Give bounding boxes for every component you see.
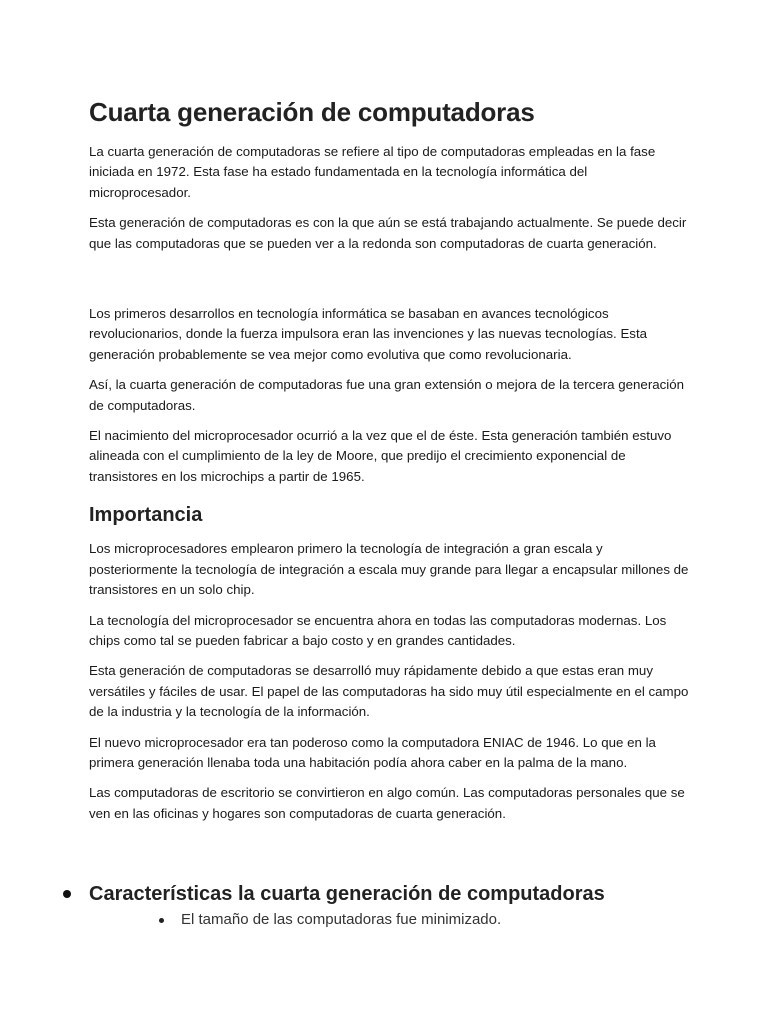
body-paragraph-3: El nacimiento del microprocesador ocurrió a la vez que el de éste. Esta generación también estuvo alineada con el cumplimiento de la ley de Moore, que predijo el crecimiento exponencial de transistores en los microchips a partir de 1965.: [89, 428, 672, 484]
section-heading-importance: Importancia: [89, 504, 203, 527]
importance-paragraph-2: La tecnología del microprocesador se encuentra ahora en todas las computadoras modernas. Los chips como tal se pueden fabricar a bajo costo y en grandes cantidades.: [89, 612, 667, 648]
importance-paragraph-3: Esta generación de computadoras se desarrolló muy rápidamente debido a que estas eran muy versátiles y fáciles de usar. El papel de las computadoras ha sido muy útil especialmente en el campo de la industria y la tecnología de la información.: [89, 663, 689, 720]
intro-paragraph-1: La cuarta generación de computadoras se refiere al tipo de computadoras empleadas en la fase iniciada en 1972. Esta fase ha estado fundamentada en la tecnología informática del microprocesador.: [89, 144, 656, 200]
document-page: [89, 94, 689, 834]
body-paragraph-2: Así, la cuarta generación de computadoras fue una gran extensión o mejora de la tercera generación de computadoras.: [89, 377, 685, 413]
intro-paragraph-2: Esta generación de computadoras es con la que aún se está trabajando actualmente. Se puede decir que las computadoras que se pueden ver a la redonda son computadoras de cuarta generación.: [89, 215, 687, 251]
importance-paragraph-5: Las computadoras de escritorio se convirtieron en algo común. Las computadoras personales que se ven en las oficinas y hogares son computadoras de cuarta generación.: [89, 785, 685, 821]
body-paragraph-1: Los primeros desarrollos en tecnología informática se basaban en avances tecnológicos revolucionarios, donde la fuerza impulsora eran las invenciones y las nuevas tecnologías. Esta generación probablemente se vea mejor como evolutiva que como revolucionaria.: [89, 306, 648, 362]
characteristics-heading-item: [63, 880, 743, 908]
characteristics-list-item: [159, 908, 743, 932]
bullet-dot-icon: [63, 890, 71, 898]
sub-bullet-dot-icon: [159, 918, 164, 923]
importance-paragraph-1: Los microprocesadores emplearon primero la tecnología de integración a gran escala y posteriormente la tecnología de integración a escala muy grande para llegar a encapsular millones de transistores en un solo chip.: [89, 541, 689, 598]
characteristics-item-text: El tamaño de las computadoras fue minimizado.: [181, 911, 502, 928]
page-title: Cuarta generación de computadoras: [89, 97, 535, 127]
paragraph-spacer: [89, 264, 689, 304]
characteristics-section: [63, 880, 743, 932]
characteristics-heading: Características la cuarta generación de computadoras: [89, 883, 605, 905]
importance-paragraph-4: El nuevo microprocesador era tan poderoso como la computadora ENIAC de 1946. Lo que en la primera generación llenaba toda una habitación podía ahora caber en la palma de la mano.: [89, 734, 656, 770]
